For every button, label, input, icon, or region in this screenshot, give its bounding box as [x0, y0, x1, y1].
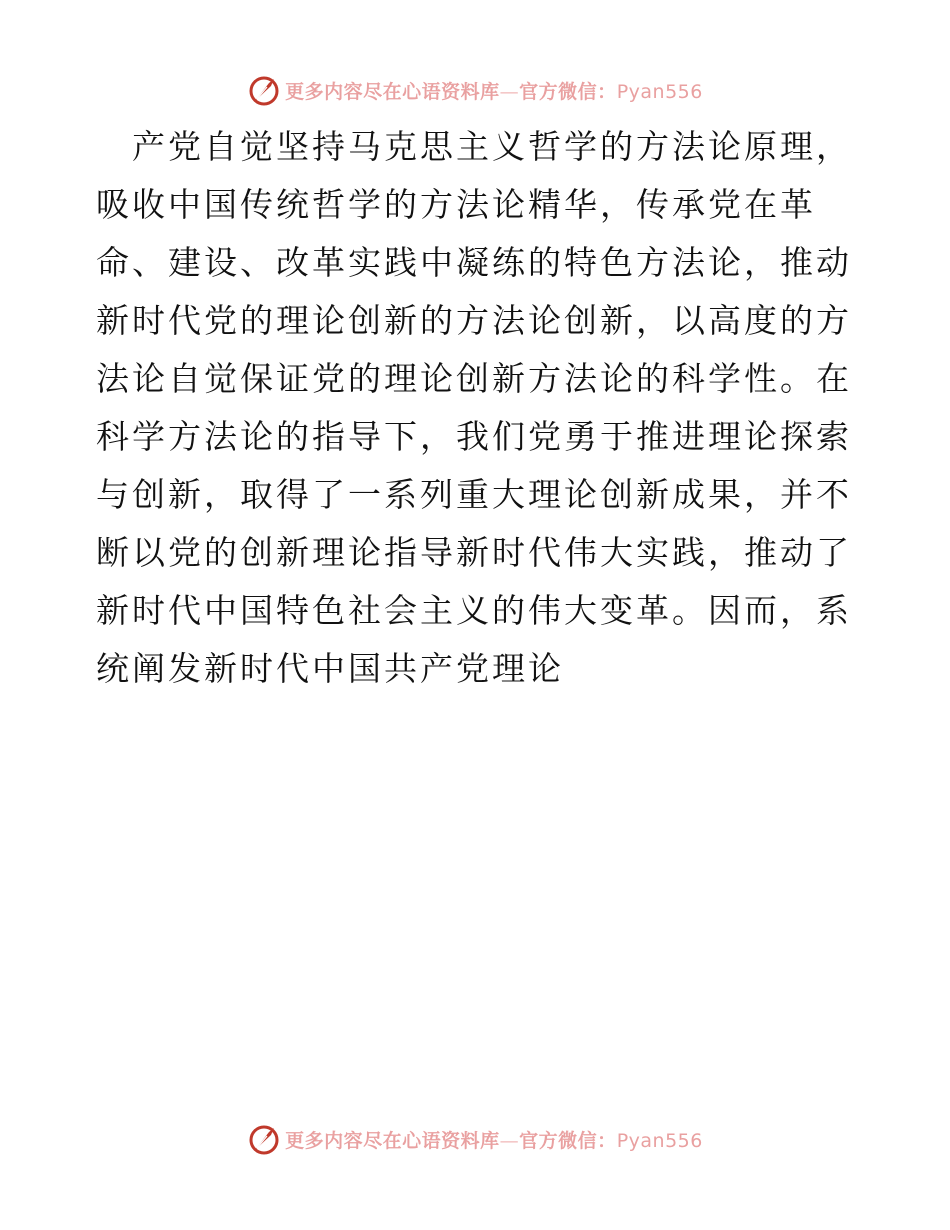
quill-pen-logo-icon: [247, 73, 281, 107]
footer-banner-dash: —: [499, 1129, 520, 1152]
body-line-3: 凝练的特色方法论，推动新时代党的理论创新的方法论创: [96, 243, 852, 340]
footer-wechat-id: Pyan556: [616, 1129, 703, 1152]
header-banner: [0, 70, 950, 110]
footer-banner-main: 更多内容尽在心语资料库: [285, 1129, 500, 1152]
body-line-8: 主义的伟大变革。因而，系统阐发新时代中国共产党理论: [96, 591, 852, 688]
document-body: [96, 118, 856, 698]
body-line-5: 性。在科学方法论的指导下，我们党勇于推进理论探索与: [96, 359, 852, 514]
body-line-6: 创新，取得了一系列重大理论创新成果，并不断以党的创: [96, 475, 852, 572]
footer-banner: [0, 1119, 950, 1159]
body-line-7: 新理论指导新时代伟大实践，推动了新时代中国特色社会: [96, 533, 852, 630]
body-line-4: 新，以高度的方法论自觉保证党的理论创新方法论的科学: [96, 301, 852, 398]
quill-pen-logo-icon: [247, 1122, 281, 1156]
header-banner-main: 更多内容尽在心语资料库: [285, 80, 500, 103]
header-banner-dash: —: [499, 80, 520, 103]
header-banner-text: [285, 77, 703, 104]
body-line-2: 统哲学的方法论精华，传承党在革命、建设、改革实践中: [96, 185, 816, 282]
footer-wechat-label: 官方微信：: [519, 1129, 617, 1152]
body-paragraph: [96, 118, 856, 698]
footer-banner-text: [285, 1126, 703, 1153]
header-wechat-id: Pyan556: [616, 80, 703, 103]
body-line-1: 产党自觉坚持马克思主义哲学的方法论原理，吸收中国传: [96, 127, 852, 224]
header-wechat-label: 官方微信：: [519, 80, 617, 103]
